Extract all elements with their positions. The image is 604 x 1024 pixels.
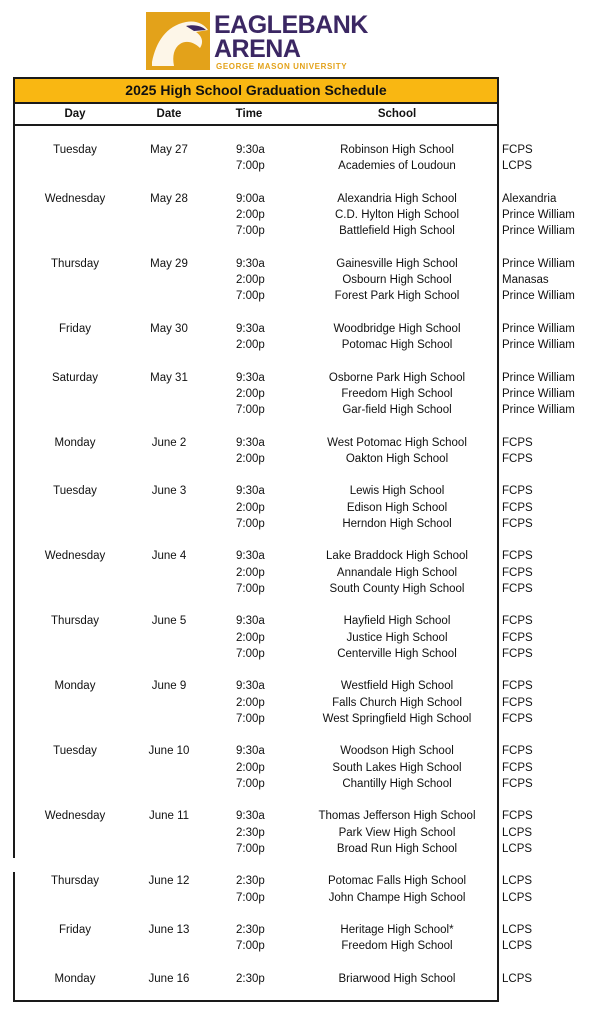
time-cell: 9:30a [236,680,265,693]
school-cell: Briarwood High School [338,973,456,985]
time-cell: 9:30a [236,436,265,449]
day-cell: Friday [59,924,91,937]
school-cell: West Potomac High School [327,436,467,449]
district-cell: FCPS [502,615,533,628]
district-cell: Prince William [502,404,575,416]
date-cell: June 4 [151,550,187,563]
date-cell: May 31 [150,371,188,384]
school-cell: Hayfield High School [343,615,451,628]
district-cell: Prince William [502,339,575,351]
district-cell: LCPS [502,891,533,904]
district-cell: LCPS [502,973,533,985]
time-cell: 2:00p [236,274,265,286]
schedule-row [0,971,604,987]
time-cell: 9:30a [236,257,265,270]
time-cell: 7:00p [236,777,265,790]
time-cell: 2:30p [236,875,265,888]
district-cell: Prince William [502,209,575,221]
date-cell: June 10 [148,745,190,758]
time-cell: 9:30a [236,144,265,156]
school-cell: Freedom High School [341,940,453,953]
district-cell: FCPS [502,501,533,514]
time-cell: 7:00p [236,891,265,904]
district-cell: FCPS [502,680,533,693]
time-cell: 9:30a [236,322,265,335]
district-cell: FCPS [502,452,533,465]
time-cell: 9:00a [236,192,265,205]
schedule-row [0,386,604,402]
time-cell: 9:30a [236,615,265,628]
time-cell: 2:30p [236,973,265,985]
schedule-row [0,402,604,418]
schedule-row [0,922,604,938]
district-cell: FCPS [502,517,533,530]
schedule-row [0,500,604,516]
schedule-row [0,142,604,158]
logo-subtitle: GEORGE MASON UNIVERSITY [216,62,348,71]
time-cell: 2:00p [236,209,265,221]
district-cell: Prince William [502,387,575,400]
school-cell: Chantilly High School [342,777,452,790]
schedule-title: 2025 High School Graduation Schedule [13,77,499,104]
day-cell: Monday [54,973,96,985]
schedule-row [0,158,604,174]
date-cell: June 5 [151,615,187,628]
time-cell: 9:30a [236,371,265,384]
school-cell: South Lakes High School [332,761,462,774]
school-cell: Thomas Jefferson High School [318,810,476,823]
district-cell: Prince William [502,257,575,270]
logo-text-eaglebank: EAGLEBANK [214,11,368,39]
schedule-row [0,938,604,954]
district-cell: LCPS [502,160,533,173]
district-cell: FCPS [502,566,533,579]
school-cell: Osbourn High School [342,274,452,286]
school-cell: South County High School [329,582,465,595]
day-cell: Thursday [51,257,99,270]
date-cell: June 9 [151,680,187,693]
schedule-row [0,370,604,386]
date-cell: June 16 [148,973,190,985]
district-cell: Prince William [502,322,575,335]
date-cell: May 28 [150,192,188,205]
school-cell: Centerville High School [337,647,457,660]
school-cell: Woodson High School [340,745,454,758]
district-cell: FCPS [502,582,533,595]
time-cell: 2:30p [236,826,265,839]
day-cell: Thursday [51,615,99,628]
time-cell: 2:00p [236,696,265,709]
district-cell: Alexandria [502,192,557,205]
time-cell: 2:00p [236,566,265,579]
school-cell: Freedom High School [341,387,453,400]
district-cell: Prince William [502,371,575,384]
district-cell: FCPS [502,550,533,563]
schedule-row [0,207,604,223]
schedule-row [0,630,604,646]
district-cell: FCPS [502,436,533,449]
district-cell: LCPS [502,875,533,888]
date-cell: June 2 [151,436,187,449]
district-cell: FCPS [502,777,533,790]
schedule-row [0,548,604,564]
schedule-row [0,760,604,776]
time-cell: 7:00p [236,712,265,725]
school-cell: Annandale High School [336,566,458,579]
school-cell: Academies of Loudoun [338,160,456,173]
header-day: Day [64,108,86,120]
school-cell: Lewis High School [349,485,445,498]
schedule-row [0,776,604,792]
day-cell: Thursday [51,875,99,888]
school-cell: Westfield High School [340,680,454,693]
district-cell: LCPS [502,842,533,855]
day-cell: Wednesday [44,192,106,205]
schedule-row [0,565,604,581]
schedule-row [0,272,604,288]
schedule-row [0,743,604,759]
schedule-row [0,581,604,597]
schedule-row [0,516,604,532]
day-cell: Tuesday [53,485,97,498]
schedule-row [0,435,604,451]
time-cell: 2:00p [236,452,265,465]
schedule-row [0,890,604,906]
district-cell: FCPS [502,696,533,709]
date-cell: May 29 [150,257,188,270]
school-cell: Park View High School [338,826,456,839]
school-cell: Forest Park High School [334,290,460,303]
time-cell: 7:00p [236,160,265,173]
school-cell: Gar-field High School [342,404,452,416]
district-cell: Prince William [502,290,575,303]
time-cell: 7:00p [236,842,265,855]
schedule-row [0,873,604,889]
schedule-row [0,695,604,711]
school-cell: Battlefield High School [339,225,455,238]
date-cell: June 11 [148,810,190,823]
school-cell: Justice High School [346,631,448,644]
time-cell: 2:00p [236,501,265,514]
schedule-row [0,337,604,353]
time-cell: 9:30a [236,745,265,758]
header-time: Time [235,108,263,120]
district-cell: LCPS [502,826,533,839]
logo-text-arena: ARENA [214,35,301,63]
school-cell: Gainesville High School [336,257,458,270]
school-cell: Oakton High School [345,452,449,465]
school-cell: Heritage High School* [340,924,454,937]
school-cell: Lake Braddock High School [326,550,468,563]
district-cell: LCPS [502,924,533,937]
time-cell: 2:00p [236,761,265,774]
schedule-row [0,711,604,727]
time-cell: 2:30p [236,924,265,937]
time-cell: 2:00p [236,387,265,400]
time-cell: 2:00p [236,339,265,351]
day-cell: Monday [54,680,96,693]
day-cell: Wednesday [44,550,106,563]
schedule-row [0,613,604,629]
day-cell: Tuesday [53,144,97,156]
district-cell: FCPS [502,745,533,758]
schedule-row [0,451,604,467]
school-cell: West Springfield High School [322,712,472,725]
schedule-row [0,678,604,694]
district-cell: FCPS [502,144,533,156]
date-cell: June 13 [148,924,190,937]
date-cell: June 12 [148,875,190,888]
district-cell: FCPS [502,810,533,823]
district-cell: FCPS [502,761,533,774]
schedule-row [0,288,604,304]
district-cell: FCPS [502,712,533,725]
school-cell: Potomac High School [341,339,453,351]
school-cell: John Champe High School [328,891,466,904]
schedule-row [0,841,604,857]
school-cell: Woodbridge High School [333,322,461,335]
day-cell: Saturday [51,371,99,384]
schedule-row [0,825,604,841]
school-cell: Herndon High School [342,517,452,530]
schedule-row [0,483,604,499]
schedule-row [0,646,604,662]
day-cell: Wednesday [44,810,106,823]
date-cell: June 3 [151,485,187,498]
school-cell: Edison High School [346,501,448,514]
header-date: Date [156,108,182,120]
date-cell: May 30 [150,322,188,335]
schedule-row [0,191,604,207]
school-cell: C.D. Hylton High School [335,209,459,221]
school-cell: Robinson High School [340,144,454,156]
time-cell: 7:00p [236,290,265,303]
day-cell: Friday [59,322,91,335]
time-cell: 7:00p [236,404,265,416]
time-cell: 9:30a [236,810,265,823]
time-cell: 7:00p [236,647,265,660]
date-cell: May 27 [150,144,188,156]
time-cell: 7:00p [236,940,265,953]
district-cell: FCPS [502,647,533,660]
district-cell: FCPS [502,631,533,644]
school-cell: Potomac Falls High School [327,875,467,888]
time-cell: 9:30a [236,485,265,498]
schedule-row [0,808,604,824]
school-cell: Alexandria High School [337,192,457,205]
time-cell: 7:00p [236,225,265,238]
day-cell: Tuesday [53,745,97,758]
district-cell: LCPS [502,940,533,953]
time-cell: 2:00p [236,631,265,644]
day-cell: Monday [54,436,96,449]
schedule-row [0,321,604,337]
time-cell: 9:30a [236,550,265,563]
district-cell: Manasas [502,274,549,286]
school-cell: Osborne Park High School [328,371,466,384]
time-cell: 7:00p [236,582,265,595]
school-cell: Falls Church High School [332,696,462,709]
school-cell: Broad Run High School [336,842,458,855]
header-school: School [377,108,417,120]
district-cell: Prince William [502,225,575,238]
district-cell: FCPS [502,485,533,498]
schedule-row [0,256,604,272]
time-cell: 7:00p [236,517,265,530]
schedule-row [0,223,604,239]
